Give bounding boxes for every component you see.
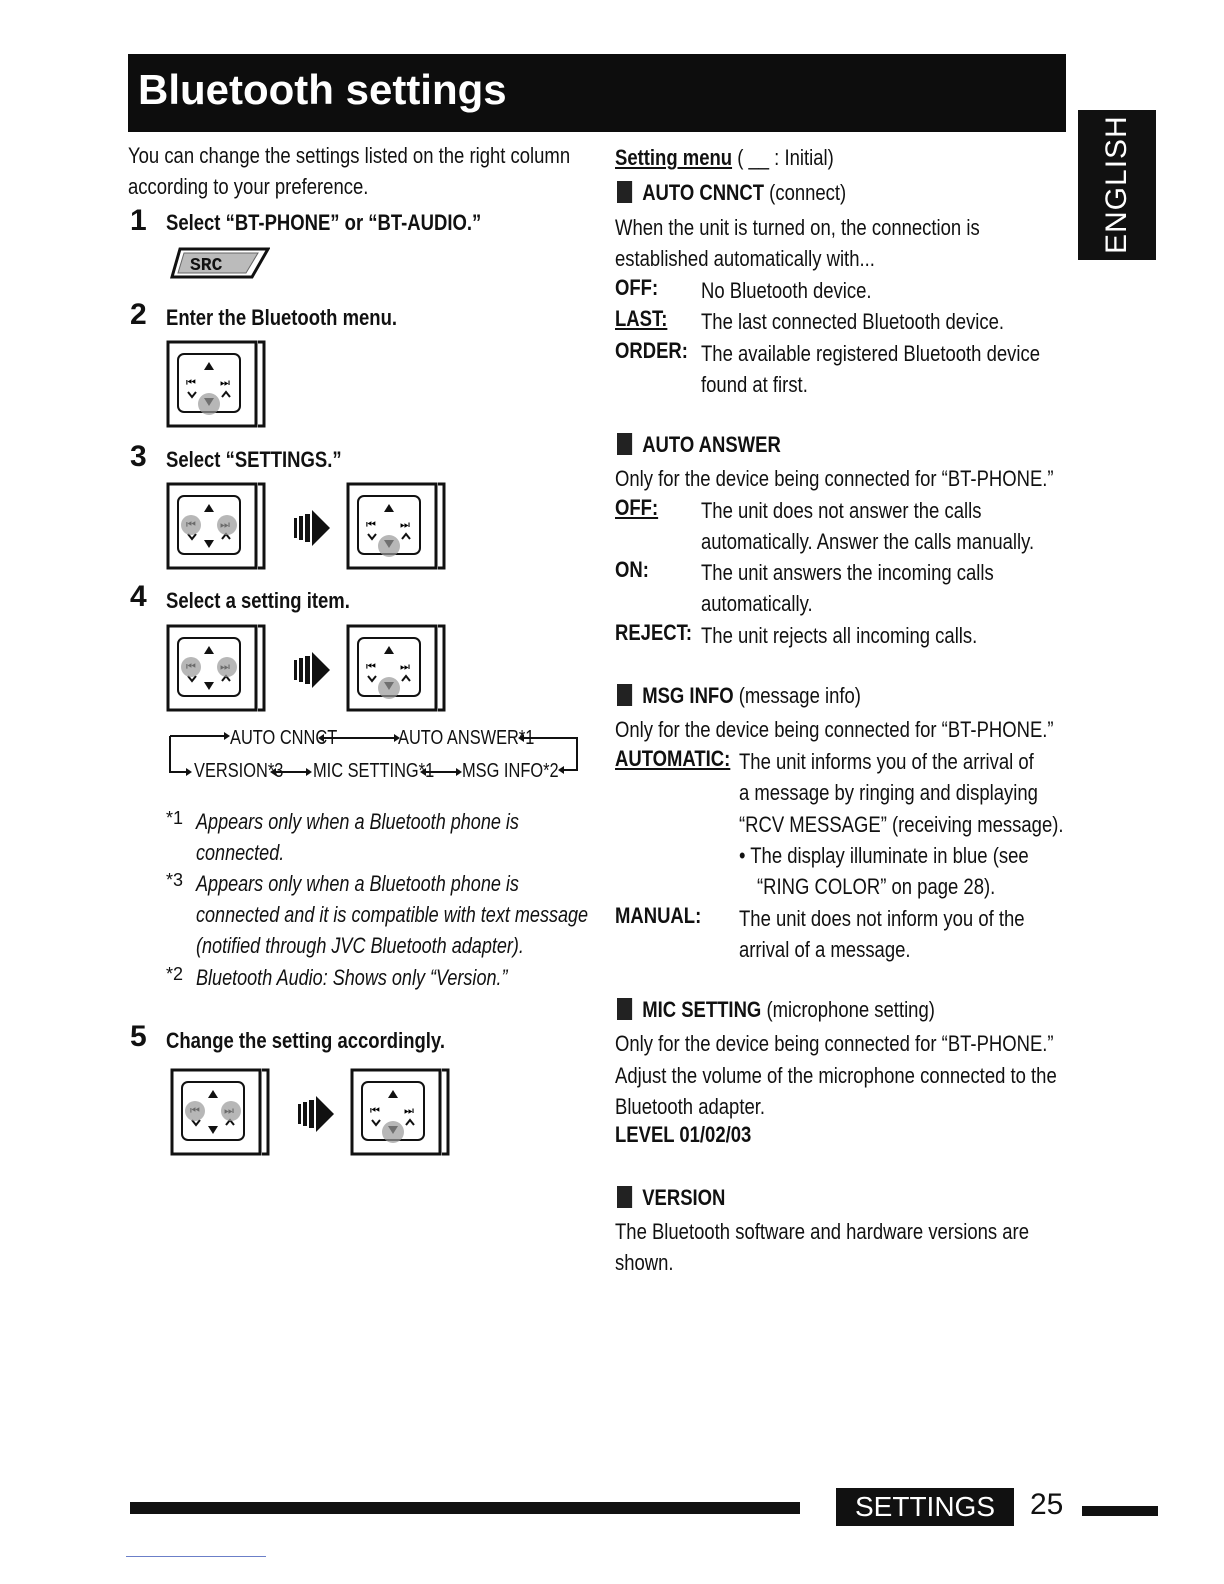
mic-setting-desc-3: Bluetooth adapter. bbox=[615, 1094, 766, 1119]
option-text: The available registered Bluetooth device bbox=[701, 341, 1041, 366]
version-desc-1: The Bluetooth software and hardware versions are bbox=[615, 1219, 1029, 1244]
note-2-line-1: Bluetooth Audio: Shows only “Version.” bbox=[196, 965, 508, 990]
option-label: ON: bbox=[615, 557, 649, 582]
section-msg-info-heading bbox=[617, 683, 861, 709]
section-subtitle: (microphone setting) bbox=[766, 997, 935, 1022]
auto-cnnct-desc-2: established automatically with... bbox=[615, 246, 875, 271]
square-bullet-icon bbox=[617, 998, 632, 1020]
footer-rule-left bbox=[130, 1502, 800, 1514]
control-pad-icon[interactable] bbox=[346, 624, 446, 714]
option-text: The unit does not answer the calls bbox=[701, 498, 982, 523]
option-label: LAST: bbox=[615, 306, 668, 331]
page-number: 25 bbox=[1030, 1488, 1064, 1521]
step-3-number: 3 bbox=[130, 440, 147, 473]
arrow-right-icon bbox=[292, 506, 332, 550]
square-bullet-icon bbox=[617, 1186, 632, 1208]
square-bullet-icon bbox=[617, 684, 632, 706]
option-text: “RCV MESSAGE” (receiving message). bbox=[739, 812, 1064, 837]
section-subtitle: (message info) bbox=[738, 683, 861, 708]
note-3-line-3: (notified through JVC Bluetooth adapter). bbox=[196, 933, 524, 958]
note-1-mark: *1 bbox=[166, 808, 184, 828]
note-3-line-2: connected and it is compatible with text message bbox=[196, 902, 589, 927]
step-5-number: 5 bbox=[130, 1020, 147, 1053]
auto-cnnct-desc-1: When the unit is turned on, the connection is bbox=[615, 215, 980, 240]
footnote-rule bbox=[126, 1556, 266, 1557]
section-title: AUTO ANSWER bbox=[642, 432, 781, 457]
msg-info-desc: Only for the device being connected for “BT-PHONE.” bbox=[615, 717, 1054, 742]
option-label: MANUAL: bbox=[615, 903, 702, 928]
option-text: automatically. bbox=[701, 591, 813, 616]
step-1-text: Select “BT-PHONE” or “BT-AUDIO.” bbox=[166, 210, 482, 235]
setting-menu-heading bbox=[615, 142, 834, 173]
control-pad-icon[interactable] bbox=[166, 482, 266, 572]
option-label: ORDER: bbox=[615, 338, 688, 363]
flow-mic-setting: MIC SETTING*1 bbox=[313, 760, 435, 782]
version-desc-2: shown. bbox=[615, 1250, 674, 1275]
control-pad-icon[interactable] bbox=[166, 624, 266, 714]
control-pad-icon[interactable] bbox=[346, 482, 446, 572]
src-button[interactable] bbox=[170, 247, 270, 279]
arrow-right-icon bbox=[296, 1092, 336, 1136]
section-version-heading bbox=[617, 1185, 725, 1211]
mic-setting-desc-2: Adjust the volume of the microphone connected to the bbox=[615, 1063, 1057, 1088]
note-1-line-1: Appears only when a Bluetooth phone is bbox=[196, 809, 519, 834]
section-subtitle: (connect) bbox=[769, 180, 847, 205]
control-pad-icon[interactable] bbox=[350, 1068, 450, 1158]
option-text: found at first. bbox=[701, 372, 808, 397]
note-1-line-2: connected. bbox=[196, 840, 285, 865]
arrow-right-icon bbox=[292, 648, 332, 692]
intro-line-1: You can change the settings listed on the right column bbox=[128, 143, 571, 168]
language-tab-label: ENGLISH bbox=[1100, 115, 1133, 255]
section-mic-setting-heading bbox=[617, 997, 935, 1023]
section-title: AUTO CNNCT bbox=[642, 180, 765, 205]
option-text: No Bluetooth device. bbox=[701, 278, 872, 303]
option-text: The last connected Bluetooth device. bbox=[701, 309, 1005, 334]
step-5-text: Change the setting accordingly. bbox=[166, 1028, 445, 1053]
src-button-label: SRC bbox=[190, 256, 223, 276]
flow-msg-info: MSG INFO*2 bbox=[462, 760, 559, 782]
auto-answer-desc: Only for the device being connected for “BT-PHONE.” bbox=[615, 466, 1054, 491]
setting-menu-label: Setting menu bbox=[615, 145, 733, 170]
option-text: • The display illuminate in blue (see bbox=[739, 843, 1029, 868]
footer-rule-right bbox=[1082, 1506, 1158, 1516]
control-pad-icon[interactable] bbox=[170, 1068, 270, 1158]
option-label: OFF: bbox=[615, 275, 659, 300]
section-title: MSG INFO bbox=[642, 683, 734, 708]
option-label: REJECT: bbox=[615, 620, 693, 645]
flow-version: VERSION*3 bbox=[194, 760, 284, 782]
note-3-mark: *3 bbox=[166, 870, 184, 890]
option-text: The unit does not inform you of the bbox=[739, 906, 1025, 931]
step-1-number: 1 bbox=[130, 204, 147, 237]
option-text: The unit informs you of the arrival of bbox=[739, 749, 1034, 774]
section-title: VERSION bbox=[642, 1185, 726, 1210]
option-text: The unit answers the incoming calls bbox=[701, 560, 994, 585]
flow-auto-cnnct: AUTO CNNCT bbox=[230, 727, 338, 749]
option-text: arrival of a message. bbox=[739, 937, 911, 962]
option-text: automatically. Answer the calls manually. bbox=[701, 529, 1035, 554]
step-4-text: Select a setting item. bbox=[166, 588, 350, 613]
option-text: The unit rejects all incoming calls. bbox=[701, 623, 978, 648]
section-auto-cnnct-heading bbox=[617, 180, 846, 206]
square-bullet-icon bbox=[617, 181, 632, 203]
section-title: MIC SETTING bbox=[642, 997, 762, 1022]
section-auto-answer-heading bbox=[617, 432, 781, 458]
control-pad-icon[interactable] bbox=[166, 340, 266, 430]
option-text: “RING COLOR” on page 28). bbox=[757, 874, 996, 899]
step-2-number: 2 bbox=[130, 298, 147, 331]
setting-menu-suffix: ( __ : Initial) bbox=[737, 145, 834, 170]
note-3-line-1: Appears only when a Bluetooth phone is bbox=[196, 871, 519, 896]
page-title: Bluetooth settings bbox=[138, 66, 507, 113]
step-4-number: 4 bbox=[130, 580, 147, 613]
option-label: OFF: bbox=[615, 495, 659, 520]
option-label: AUTOMATIC: bbox=[615, 746, 731, 771]
note-2-mark: *2 bbox=[166, 964, 184, 984]
step-3-text: Select “SETTINGS.” bbox=[166, 447, 342, 472]
flow-auto-answer: AUTO ANSWER*1 bbox=[398, 727, 535, 749]
mic-setting-desc-1: Only for the device being connected for “BT-PHONE.” bbox=[615, 1031, 1054, 1056]
step-2-text: Enter the Bluetooth menu. bbox=[166, 305, 397, 330]
mic-level-values: LEVEL 01/02/03 bbox=[615, 1122, 752, 1147]
intro-line-2: according to your preference. bbox=[128, 174, 369, 199]
footer-section-label: SETTINGS bbox=[854, 1491, 995, 1522]
option-text: a message by ringing and displaying bbox=[739, 780, 1038, 805]
square-bullet-icon bbox=[617, 433, 632, 455]
